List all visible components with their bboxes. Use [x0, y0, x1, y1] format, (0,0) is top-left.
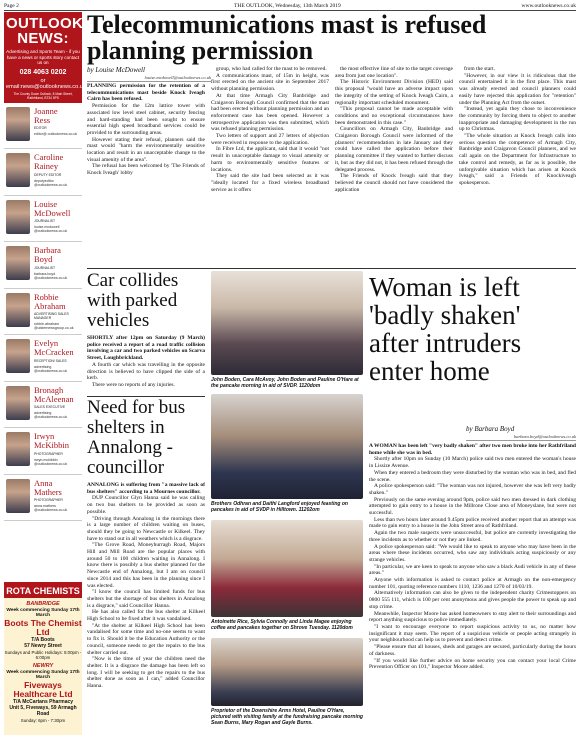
staff-photo — [6, 246, 30, 280]
rota-week: Week commencing Sunday 17th March — [6, 608, 80, 618]
rota-pharmacy: Fiveways Healthcare Ltd — [13, 680, 73, 699]
staff-role: PHOTOGRAPHER — [34, 498, 63, 503]
lead-byline: by Louise McDowell — [87, 66, 145, 74]
woman-paragraph: A police spokesperson said: "We would like to speak to anyone who may have been in the areas where these incidents occurred, who saw any individuals acting suspiciously or any strange vehicles. — [369, 543, 576, 563]
car-paragraph: A fourth car which was travelling in the opposite direction is believed to have clipped the side of a kerb. — [87, 361, 205, 382]
staff-last-name: Boyd — [34, 254, 53, 265]
staff-email[interactable]: irwyn.mckibbin @outlooknews.co.uk — [34, 457, 68, 466]
lead-paragraph: The Historic Environment Division (HED) said this proposal "would have an adverse impact upon the integrity of the setting of Knock Iveagh Cairn, a regionally important scheduled monument. — [335, 79, 453, 106]
lead-paragraph: "However, in our view it is ridiculous that the council entertained it in the first place. This mast was already erected and council planners could easily have rejected this application for "retention" under the Planning Act from the outset. — [459, 72, 576, 106]
woman-paragraph: "In particular, we are keen to speak to anyone who saw a black Audi vehicle in any of these areas." — [369, 563, 576, 577]
masthead-email[interactable]: or email:news@outlooknews.co.uk — [6, 77, 86, 90]
logo-line2: NEWS: — [17, 30, 69, 47]
staff-role: JOURNALIST — [34, 219, 56, 224]
bus-headline: Need for bus shelters in Annalong - councillor — [87, 397, 186, 478]
staff-first-name: Barbara — [34, 245, 61, 256]
woman-paragraph: When they entered a bedroom they were disturbed by the woman who was in bed, and fled the scene. — [369, 469, 576, 483]
photo-caption: Antoinette Rice, Sylvia Connolly and Linda Magee enjoying coffee and pancakes together on Shrove Tuesday. 1120dom — [211, 619, 353, 631]
rota-location: NEWRY — [32, 663, 54, 669]
masthead-tagline: Advertising and Sports Team - if you have a news or sports story contact us on — [6, 49, 80, 66]
rota-hours: Sunday: 6pm - 7:30pm — [20, 718, 66, 723]
lead-byline-email: louise.mcdowell@outlooknews.co.uk — [87, 75, 211, 82]
staff-role: SALES EXECUTIVE — [34, 405, 66, 410]
woman-paragraph: Shortly after 10pm on Sunday (10 March) police said two men entered the woman's house in Lissize Avenue. — [369, 456, 576, 470]
lead-paragraph: Permission for the 12m lattice tower with associated low level steel cabinet, security fencing and hard-standing had been sought to ensure essential high speed broadband services could be provided to the surrounding areas. — [87, 103, 205, 136]
staff-email[interactable]: louise.mcdowell @outlooknews.co.uk — [34, 225, 68, 234]
lead-column-1 — [87, 83, 205, 265]
lead-paragraph: However stating their refusal, planners said the mast would "harm the environmentally sensitive location and result in an unacceptable change to the visual amenity of the area". — [87, 136, 205, 163]
woman-paragraph: Less than two hours later around 9.45pm police received another report that an attempt was made to gain entry to a house in the John Street area of Rathfriland. — [369, 516, 576, 530]
bus-paragraph: "The Grove Road, Moneyhurragh Road, Majors Hill and Mill Road are the popular places with around 50 to 100 children waiting in Annalong. I know there is possibly a bus shelter planned for the Newcastle end of Annalong, but I am on council since 2014 and this has been in the planning since I was elected. — [87, 542, 205, 589]
staff-entry — [4, 196, 82, 243]
rota-title: ROTA CHEMISTS — [4, 584, 82, 598]
section-divider — [87, 268, 576, 269]
paper-date: THE OUTLOOK, Wednesday, 13th March 2019 — [234, 3, 341, 9]
lead-paragraph: "The whole situation at Knock Iveagh calls into serious question the competence of Armagh City, Banbridge and Craigavon Council planners, and we call again on the Department for Infrastructure to take control and remedy, as far as is possible, the unforgivable situation which has arisen at Knock Iveagh," said a Friends of Knockiveagh spokesperson. — [459, 133, 576, 186]
lead-column-2 — [211, 66, 329, 265]
photo-caption: John Boden, Cara McAvoy, John Boden and Pauline O'Hare at the pancake morning in aid of SVDP. 1120dom — [211, 377, 359, 389]
pancake-photo-3 — [211, 520, 363, 617]
logo-line1: OUTLOOK — [6, 15, 84, 32]
woman-paragraph: A WOMAN has been left "very badly shaken" after two men broke into her Rathfriland home while she was in bed. — [369, 443, 576, 456]
lead-paragraph: A communications mast, of 15m in height, was first erected on the ancient site in September 2017 without planning permission. — [211, 72, 329, 93]
staff-first-name: Bronagh — [34, 384, 64, 395]
lead-column-3 — [335, 66, 453, 265]
staff-entry — [4, 103, 82, 150]
bus-paragraph: DUP Councillor Glyn Hanna said he was calling on two bus shelters to be provided as soon as possible. — [87, 495, 205, 515]
staff-first-name: Joanne — [34, 105, 58, 116]
lead-paragraph: group, who had called for the mast to be removed. — [216, 66, 327, 72]
woman-byline: by Barbara Boyd — [466, 425, 515, 433]
woman-paragraph: "I want to encourage everyone to report suspicious activity to us, no matter how insignificant it may seem. The report of a suspicious vehicle or people acting strangely in your neighbourhood can help us to prevent and detect crime. — [369, 623, 576, 644]
staff-email[interactable]: barbara.boyd @outlooknews.co.uk — [34, 271, 68, 280]
bus-paragraph: He has also called for the bus shelter at Kilkeel High School to be fixed after it was vandalised. — [87, 609, 205, 623]
staff-entry — [4, 428, 82, 475]
woman-paragraph: A police spokesperson said: "The woman was not injured, however she was left very badly shaken." — [369, 483, 576, 496]
lead-paragraph: Councillors on Armagh City, Banbridge and Craigavon Borough Council were informed of the planners' recommendation in late January and they could have called the application before their planning committee if they wanted to further discuss it, but as they did not, it has been refused through the delegated process. — [335, 126, 453, 173]
rota-location: BANBRIDGE — [26, 601, 60, 607]
page-number: Page 2 — [4, 3, 19, 9]
masthead-address: The County Down Outlook, 8 Main Street, Rathfriland, BT34 5PS — [13, 91, 73, 100]
staff-last-name: McDowell — [34, 207, 71, 218]
staff-photo — [6, 339, 30, 373]
rota-address: T/A McCartans Pharmacy — [12, 699, 74, 705]
rota-address: T/A Boots — [31, 637, 55, 643]
lead-paragraph: "Instead, yet again they chose to inconvenience the community by forcing them to object to another inappropriate and damaging development in the run up to Christmas. — [459, 106, 576, 133]
staff-list — [4, 103, 82, 522]
masthead-phone: 028 4063 0202 — [19, 68, 67, 76]
staff-last-name: Mathers — [34, 486, 62, 497]
staff-photo — [6, 107, 30, 141]
staff-role: ADVERTISING SALES MANAGER — [34, 312, 69, 321]
lead-paragraph: The Friends of Knock Iveagh said that they believed the council should not have considered the application — [335, 173, 453, 193]
woman-paragraph: Again the two male suspects were unsuccessful, but police are currently investigating the three incidents as to whether or not they are linked. — [369, 530, 576, 543]
staff-first-name: Caroline — [34, 152, 64, 163]
staff-email[interactable]: robbie.abraham @ulsternewsgroup.co.uk — [34, 322, 74, 331]
staff-last-name: Abraham — [34, 300, 66, 311]
staff-email[interactable]: editor@ outlooknews.co.uk — [34, 132, 78, 137]
woman-paragraph: "If you would like further advice on home security you can contact your local Crime Prevention Officer on 101," Inspector Moore added. — [369, 657, 576, 671]
woman-paragraph: Alternatively information can also be given to the independent charity Crimestoppers on 0800 555 111, which is 100 per cent anonymous and gives people the power to speak up and stop crime. — [369, 590, 576, 610]
pancake-photo-2 — [211, 394, 363, 499]
staff-role: PHOTOGRAPHER — [34, 451, 63, 456]
photo-caption: Proprietor of the Downshire Arms Hotel, Pauline O'Hare, pictured with visiting family at the fundraising pancake morning Sean Burns, Mary Rogan and Gayle Burns. — [211, 708, 363, 726]
lead-paragraph: Two letters of support and 27 letters of objection were received in response to the application. — [211, 133, 329, 146]
staff-entry — [4, 475, 82, 522]
main-content — [87, 12, 576, 735]
staff-last-name: McKibbin — [34, 440, 69, 451]
woman-paragraph: Previously on the same evening around 9pm, police said two men dressed in dark clothing attempted to gain entry to a house in the Millrone Close area of Moneyslane, but were not successful. — [369, 496, 576, 517]
woman-paragraph: Meanwhile, Inspector Moore has asked homeowners to stay alert to their surroundings and report anything suspicious to police immediately. — [369, 610, 576, 624]
lead-headline: Telecommunications mast is refused planning permission — [87, 10, 487, 65]
staff-first-name: Irwyn — [34, 431, 55, 442]
website[interactable]: www.outlooknews.co.uk — [521, 3, 576, 9]
lead-paragraph: The refusal has been welcomed by 'The Friends of Knock Iveagh' lobby — [87, 163, 205, 177]
staff-entry — [4, 335, 82, 382]
bus-paragraph: "Now is the time of year the children need the shelter. It is a disgrace the damage has been left so long. I will be seeking to get the repairs to the bus shelter done as soon as I can," added Councillor Hanna. — [87, 656, 205, 690]
lead-paragraph: At that time Armagh City Banbridge and Craigavon Borough Council confirmed that the mast had been erected without planning permission and an enforcement case has been opened. However a retrospective application was then submitted, which was refused planning permission. — [211, 92, 329, 133]
bus-paragraph: "I know the council has limited funds for bus shelters but the shortage of bus shelters in Annalong is a disgrace," said Councillor Hanna. — [87, 589, 205, 609]
staff-photo — [6, 153, 30, 187]
lead-paragraph: "This proposal cannot be made acceptable with conditions and no exceptional circumstances have been demonstrated in this case." — [335, 106, 453, 126]
staff-entry — [4, 289, 82, 336]
car-paragraph: There were no reports of any injuries. — [92, 381, 175, 388]
staff-entry — [4, 382, 82, 429]
staff-photo — [6, 293, 30, 327]
bus-paragraph: "Driving through Annalong in the mornings there is a large number of children waiting on buses, should they be going to Newcastle or Kilkeel. They have to stand out in all weathers which is a disgrace. — [87, 515, 205, 542]
car-paragraph: SHORTLY after 12pm on Saturday (9 March) police received a report of a road traffic collision involving a car and two parked vehicles on Scarva Street, Loughbrickland. — [87, 335, 205, 362]
rota-address: 57 Newry Street — [24, 643, 62, 649]
staff-email[interactable]: advertising @outlooknews.co.uk — [34, 364, 68, 373]
staff-first-name: Louise — [34, 198, 58, 209]
staff-first-name: Robbie — [34, 291, 59, 302]
bus-paragraph: ANNALONG is suffering from "a massive lack of bus shelters" according to a Mournes councillor. — [87, 482, 205, 495]
staff-photo — [6, 432, 30, 466]
bus-paragraph: "At the shelter at Kilkeel High School has been vandalised for some time and no-one seems to want to fix it. Should it be the Education Authority or the council, someone needs to get the repairs to the bus shelter carried out. — [87, 622, 205, 656]
woman-byline-email: barbara.boyd@outlooknews.co.uk — [466, 434, 576, 441]
masthead — [4, 12, 86, 103]
staff-entry — [4, 242, 82, 289]
rota-chemists-box — [4, 582, 82, 735]
staff-last-name: Ress — [34, 114, 51, 125]
rota-week: Week commencing Sunday 17th March — [6, 670, 80, 680]
woman-body — [369, 443, 576, 734]
staff-email[interactable]: advertising @outlooknews.co.uk — [34, 411, 68, 420]
staff-photo — [6, 479, 30, 513]
rota-hours: Sundays and Public Holidays: 5:00pm - 6:00pm — [4, 650, 82, 660]
lead-paragraph: PLANNING permission for the retention of a telecommunications mast beside Knock Iveagh Cairn has been refused. — [87, 83, 205, 103]
staff-role: DEPUTY EDITOR — [34, 172, 62, 177]
pancake-photo-1 — [211, 271, 363, 375]
staff-role: RECEPTION/ SALES — [34, 358, 67, 363]
photo-caption: Brothers Odhran and Daithi Langford enjoyed feasting on pancakes in aid of SVDP in Hilltown. 11202om — [211, 501, 348, 513]
lead-paragraph: from the start. — [464, 66, 496, 72]
lead-paragraph: In Fibre Ltd, the applicant, said that it would "not result in unacceptable damage to visual amenity or harm to environmentally sensitive features or locations. — [211, 146, 329, 173]
car-headline: Car collides with parked vehicles — [87, 270, 179, 331]
staff-last-name: Rainey — [34, 161, 59, 172]
staff-role: EDITOR — [34, 126, 47, 131]
staff-photo — [6, 386, 30, 420]
staff-email[interactable]: deputyeditor @outlooknews.co.uk — [34, 178, 68, 187]
woman-paragraph: Anyone with information is asked to contact police at Armagh on the non-emergency number 101, quoting reference numbers 1110, 1236 and 1270 of 10/03/19. — [369, 577, 576, 590]
bus-body — [87, 482, 205, 732]
lead-paragraph: the most effective line of site to the target coverage area from just one location". — [335, 66, 453, 79]
woman-headline: Woman is left 'badly shaken' after intruders enter home — [369, 272, 522, 386]
lead-paragraph: They said the site had been selected as it was "ideally located for a fixed wireless broadband service as it offers — [211, 173, 329, 193]
rota-pharmacy: Boots The Chemist Ltd — [4, 618, 82, 637]
staff-role: JOURNALIST — [34, 265, 56, 270]
car-body — [87, 335, 205, 393]
staff-photo — [6, 200, 30, 234]
lead-column-4 — [459, 66, 576, 265]
staff-email[interactable]: anna.mathers @outlooknews.co.uk — [34, 504, 68, 513]
staff-entry — [4, 149, 82, 196]
staff-last-name: McCracken — [34, 347, 74, 358]
staff-first-name: Anna — [34, 477, 53, 488]
rota-address: Unit 5, Fiveways, 59 Armagh Road — [9, 705, 77, 717]
staff-last-name: McAleenan — [34, 393, 74, 404]
woman-paragraph: "Please ensure that all houses, sheds and garages are secured, particularly during the hours of darkness. — [369, 644, 576, 657]
sidebar — [4, 12, 86, 735]
pancake-photo-4 — [211, 638, 363, 706]
staff-first-name: Evelyn — [34, 338, 59, 349]
